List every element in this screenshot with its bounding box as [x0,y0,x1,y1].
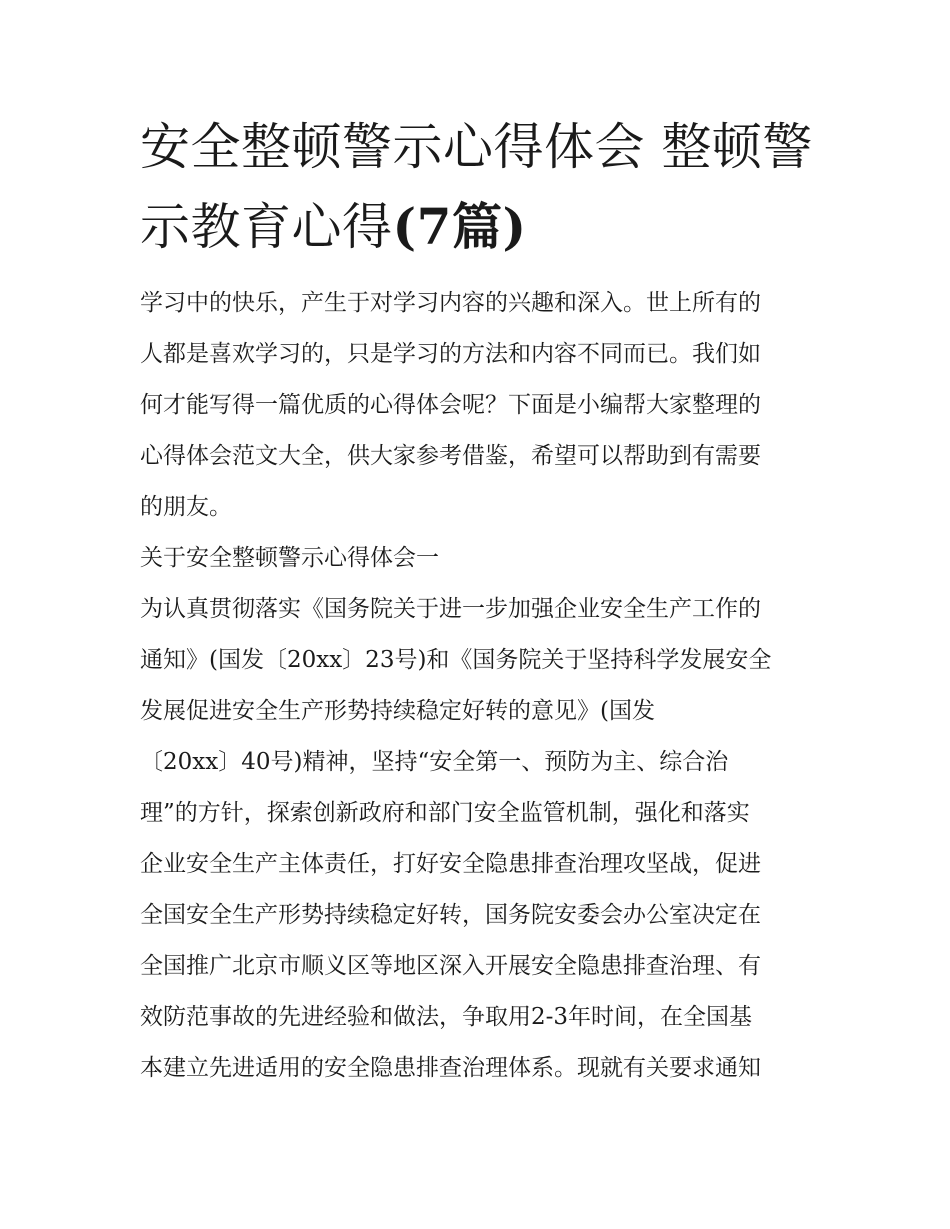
body-line: 的朋友。 [140,494,232,520]
body-line: 发展促进安全生产形势持续稳定好转的意见》(国发 [140,698,655,724]
body-line: 心得体会范文大全，供大家参考借鉴，希望可以帮助到有需要 [140,443,761,469]
title-line-1: 安全整顿警示心得体会 整顿警 [140,118,813,176]
body-line: 通知》(国发〔20xx〕23号)和《国务院关于坚持科学发展安全 [140,647,772,673]
section-heading: 关于安全整顿警示心得体会一 [140,545,439,571]
body-line: 为认真贯彻落实《国务院关于进一步加强企业安全生产工作的 [140,596,761,622]
body-line: 效防范事故的先进经验和做法，争取用2-3年时间，在全国基 [140,1004,753,1030]
title-count: (7篇) [392,197,527,256]
body-line: 本建立先进适用的安全隐患排查治理体系。现就有关要求通知 [140,1055,761,1081]
document-title [140,108,820,267]
title-line-2: 示教育心得 [140,198,393,256]
body-line: 全国安全生产形势持续稳定好转，国务院安委会办公室决定在 [140,902,761,928]
body-line: 学习中的快乐，产生于对学习内容的兴趣和深入。世上所有的 [140,290,761,316]
document-body [140,278,820,1094]
body-line: 何才能写得一篇优质的心得体会呢？下面是小编帮大家整理的 [140,392,761,418]
body-line: 理”的方针，探索创新政府和部门安全监管机制，强化和落实 [140,800,750,826]
body-line: 〔20xx〕40号)精神，坚持“安全第一、预防为主、综合治 [140,749,729,775]
body-line: 全国推广北京市顺义区等地区深入开展安全隐患排查治理、有 [140,953,761,979]
body-line: 人都是喜欢学习的，只是学习的方法和内容不同而已。我们如 [140,341,761,367]
body-line: 企业安全生产主体责任，打好安全隐患排查治理攻坚战，促进 [140,851,761,877]
